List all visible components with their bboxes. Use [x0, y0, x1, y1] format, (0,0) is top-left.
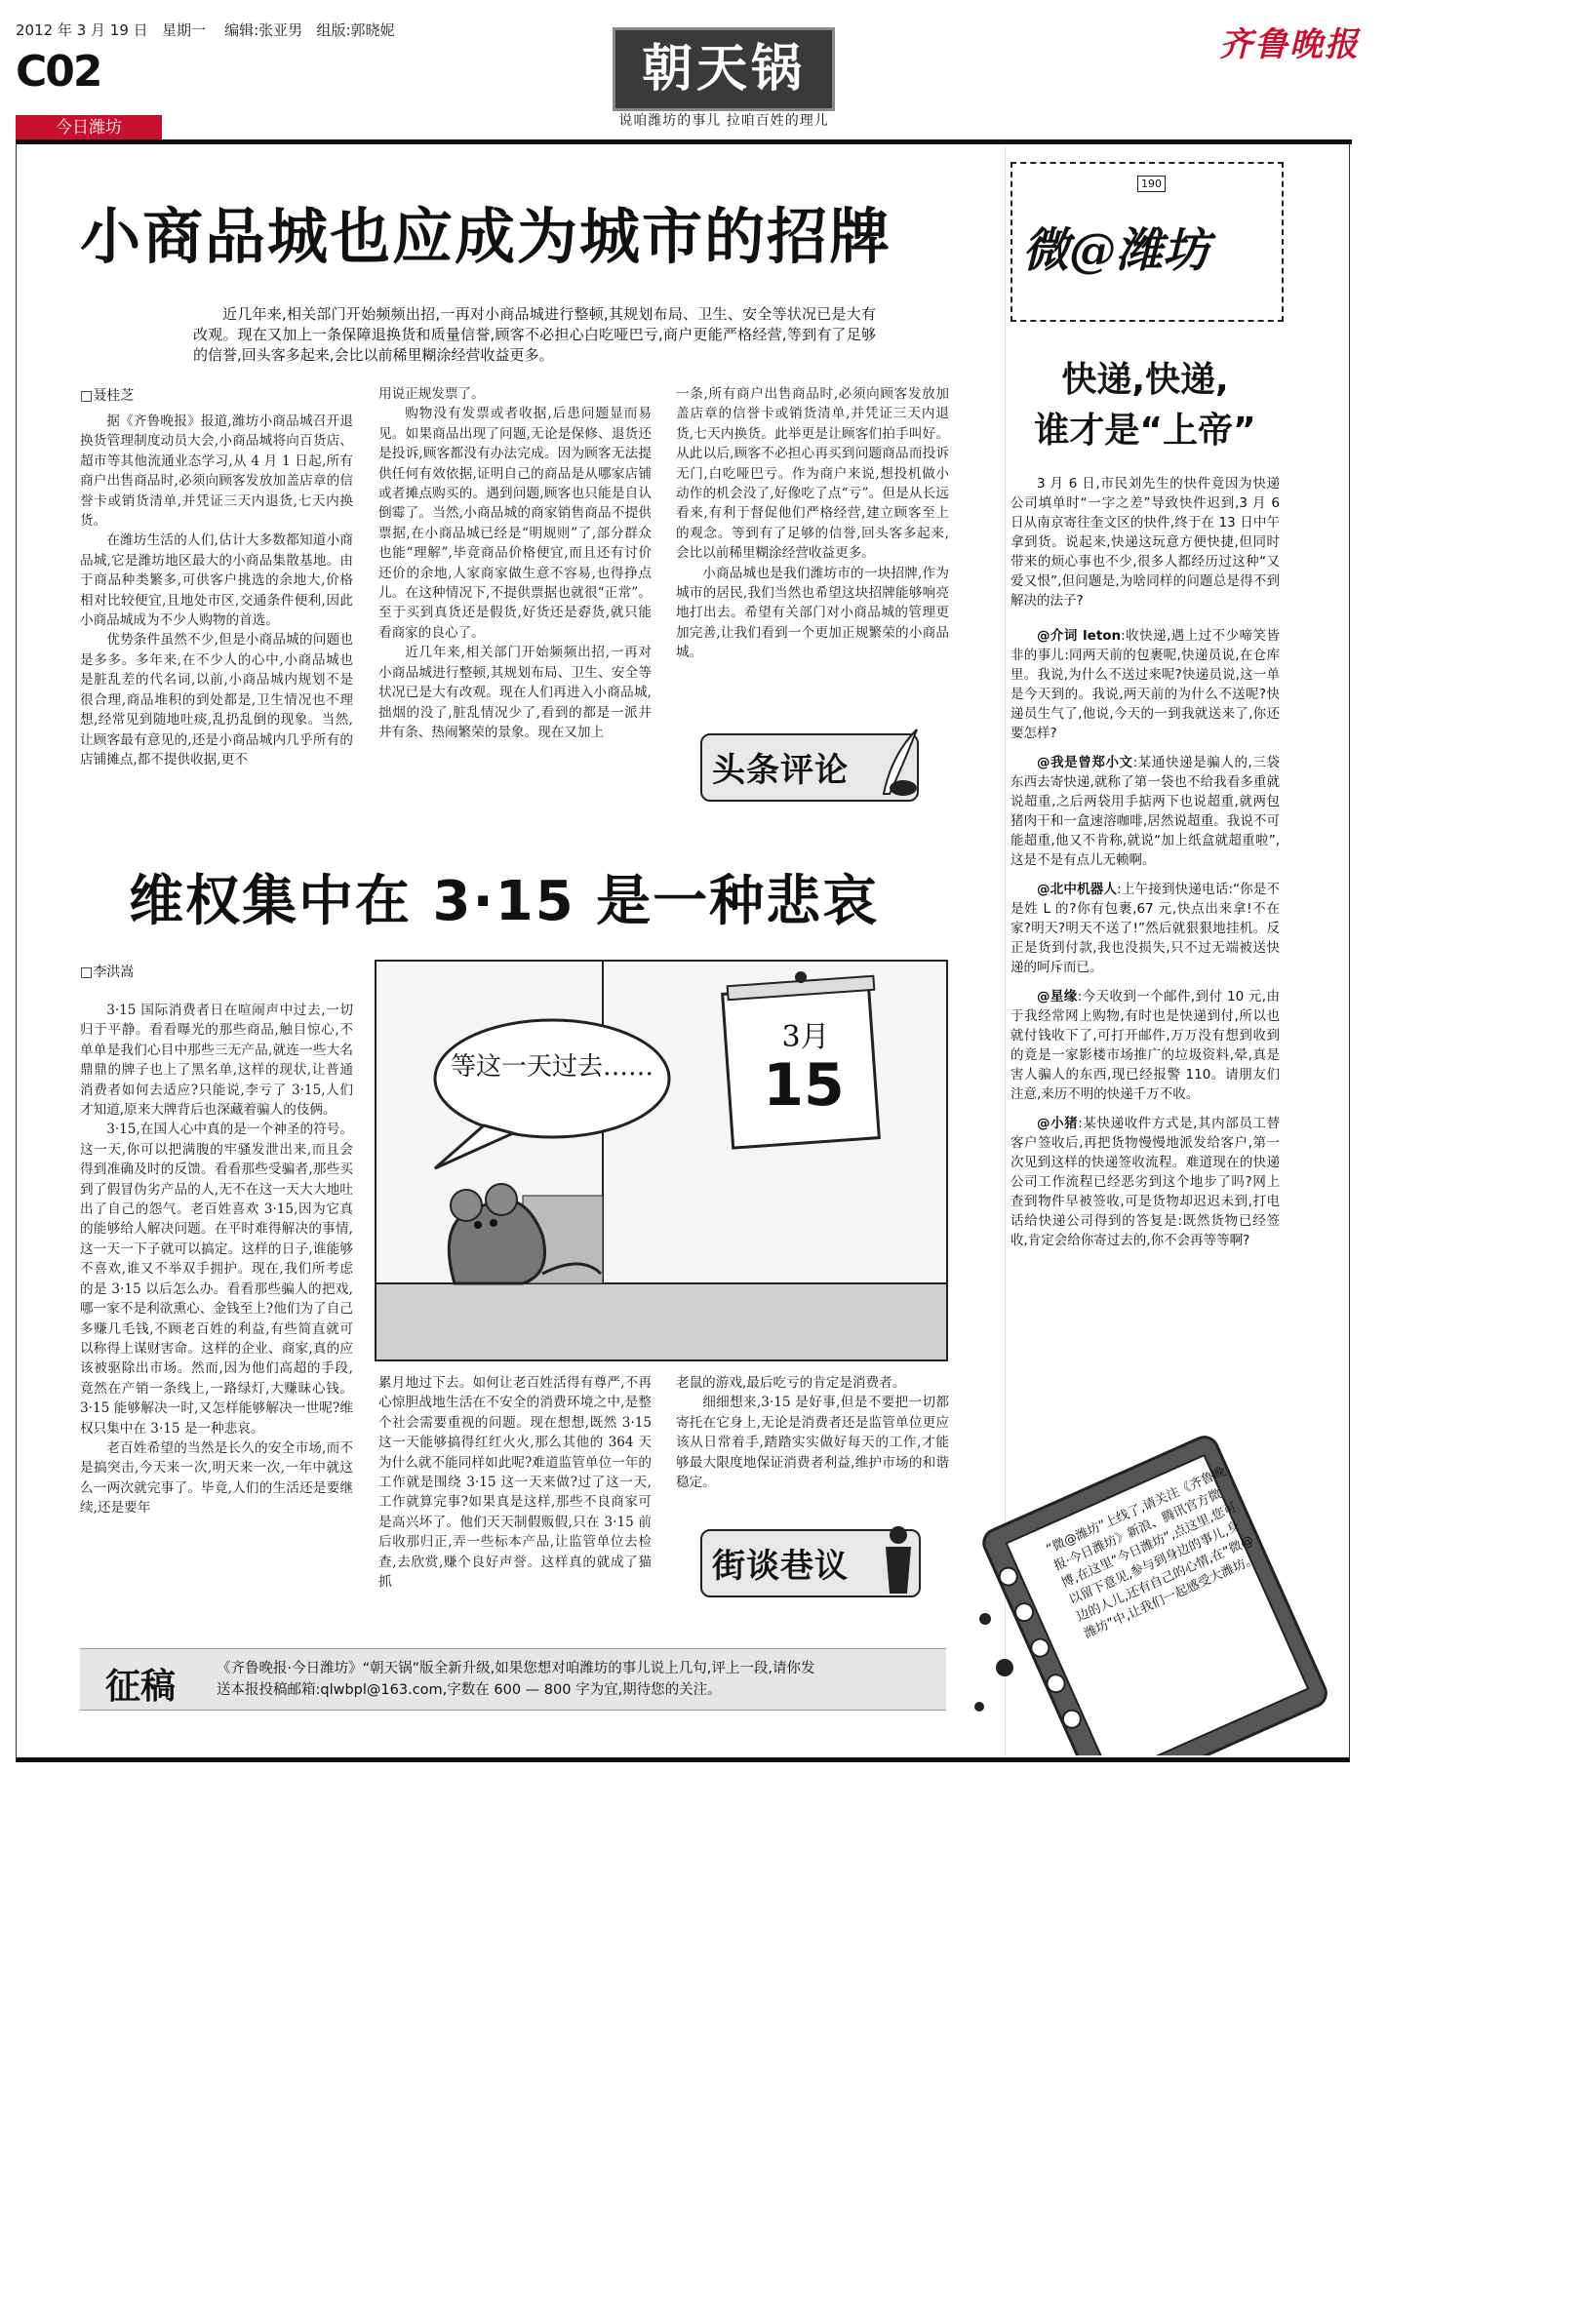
paragraph: 3·15,在国人心中真的是一个神圣的符号。这一天,你可以把满腹的牢骚发泄出来,而且会得到准确及时的反馈。看看那些受骗者,那些买到了假冒伪劣产品的人,无不在这一天大大地吐出了自己的怨气。老百姓喜欢 3·15,因为它真的能够给人解决问题。在平时难得解决的事情,这一天一下子就可以搞定。这样的日子,谁能够不喜欢,谁又不举双手拥护。现在,我们所考虑的是 3·15 以后怎么办。看看那些骗人的把戏,哪一家不是利欲熏心、金钱至上?他们为了自己多赚几毛钱,不顾老百姓的利益,有些简直就可以称得上谋财害命。这样的企业、商家,真的应该被驱除出市场。然而,因为他们高超的手段,竟然在产销一条线上,一路绿灯,大赚昧心钱。3·15 能够解决一时,又怎样能够解决一世呢?维权只集中在 3·15 是一种悲哀。	[80, 1122, 353, 1437]
sidebar-title	[1010, 355, 1280, 456]
weibo-logo-number: 190	[1137, 176, 1166, 192]
call-for-submissions	[80, 1648, 946, 1711]
cartoon-illustration	[375, 960, 948, 1361]
calendar-day: 15	[763, 1051, 845, 1120]
article2-column-3	[676, 1373, 949, 1492]
post-text: :今天收到一个邮件,到付 10 元,由于我经常网上购物,有时也是快递到付,所以也就付钱收下了,可打开邮件,万万没有想到收到的竟是一家影楼市场推广的垃圾资料,晕,真是害人骗人的东西,现已经报警 110。请朋友们注意,来历不明的快递千万不收。	[1010, 989, 1280, 1102]
weibo-post	[1010, 626, 1280, 743]
article1-lead: 近几年来,相关部门开始频频出招,一再对小商品城进行整顿,其规划布局、卫生、安全等状况已是大有改观。现在又加上一条保障退换货和质量信誉,顾客不必担心白吃哑巴亏,商户更能严格经营,等到有了足够的信誉,回头客多起来,会比以前稀里糊涂经营收益更多。	[193, 305, 876, 364]
article1-column-1	[80, 412, 353, 769]
article1-byline: □聂桂芝	[80, 388, 135, 404]
paragraph: 近几年来,相关部门开始频频出招,一再对小商品城进行整顿,其规划布局、卫生、安全等状况已是大有改观。现在人们再进入小商品城,拙烟的没了,脏乱情况少了,看到的都是一派井井有条、热闹繁荣的景象。现在又加上	[378, 645, 652, 740]
designer-credit: 组版:郭晓妮	[316, 21, 395, 39]
paper-logo: 齐鲁晚报	[1219, 25, 1360, 64]
article1-column-2	[378, 384, 652, 742]
call-text-line-1: 《齐鲁晚报·今日潍坊》“朝天锅”版全新升级,如果您想对咱潍坊的事儿说上几句,评上一段,请你发	[217, 1661, 815, 1676]
post-text: :某通快递是骗人的,三袋东西去寄快递,就称了第一袋也不给我看多重就说超重,之后两袋用手掂两下也说超重,就两包猪肉干和一盒速溶咖啡,居然说超重。我说不可能超重,他又不肯称,就说“加上纸盒就超重啦”,这是不是有点儿无赖啊。	[1010, 755, 1281, 868]
post-user: @我是曾郑小文	[1037, 755, 1133, 770]
weibo-post	[1010, 1114, 1280, 1250]
paragraph: 一条,所有商户出售商品时,必须向顾客发放加盖店章的信誉卡或销货清单,并凭证三天内退货,七天内换货。此举更是让顾客们拍手叫好。从此以后,顾客不必担心再买到问题商品而投诉无门,白吃哑巴亏。作为商户来说,想投机做小动作的机会没了,好像吃了点“亏”。但是从长远看来,有利于督促他们严格经营,建立顾客至上的观念。等到有了足够的信誉,回头客多起来,会比以前稀里糊涂经营收益更多。	[676, 386, 949, 562]
article2-title: 维权集中在 3·15 是一种悲哀	[129, 870, 880, 933]
post-user: @小猪	[1037, 1116, 1079, 1131]
weibo-logo-box	[1010, 162, 1284, 322]
weibo-post	[1010, 987, 1280, 1104]
post-text: :上午接到快递电话:“你是不是姓 L 的?你有包裹,67 元,快点出来拿!不在家?明天?明天不送了!”然后就狠狠地挂机。反正是货到付款,我也没损失,只不过无端被送快递的呵斥而已。	[1010, 882, 1281, 975]
sidebar-title-line-1: 快递,快递,	[1061, 360, 1229, 400]
paragraph: 细细想来,3·15 是好事,但是不要把一切都寄托在它身上,无论是消费者还是监管单位更应该从日常着手,踏踏实实做好每天的工作,才能够最大限度地保证消费者利益,维护市场的和谐稳定。	[676, 1395, 949, 1491]
paragraph: 用说正规发票了。	[378, 386, 485, 402]
paragraph: 优势条件虽然不少,但是小商品城的问题也是多多。多年来,在不少人的心中,小商品城也是脏乱差的代名词,以前,小商品城内规划不是很合理,商品堆积的到处都是,卫生情况也不理想,经常见到随地吐痰,乱扔乱倒的现象。当然,让顾客最有意见的,还是小商品城内几乎所有的店铺摊点,都不提供收据,更不	[80, 632, 353, 768]
article1-column-3	[676, 384, 949, 663]
calendar-month: 3月	[781, 1020, 830, 1054]
paragraph: 老百姓希望的当然是长久的安全市场,而不是搞突击,今天来一次,明天来一次,一年中就这么一两次就完事了。毕竟,人们的生活还是要继续,还是要年	[80, 1439, 353, 1517]
sidebar-title-line-2: 谁才是“上帝”	[1034, 411, 1256, 451]
person-silhouette-icon	[876, 1523, 921, 1597]
call-label: 征稿	[105, 1667, 177, 1707]
header-meta	[16, 20, 395, 40]
notebook-illustration	[956, 1434, 1346, 1755]
paragraph: 购物没有发票或者收据,后患问题显而易见。如果商品出现了问题,无论是保修、退货还是投诉,顾客都没有办法完成。因为顾客无法提供任何有效依据,证明自己的商品是从哪家店铺或者摊点购买的。遇到问题,顾客也只能是自认倒霉了。当然,小商品城的商家销售商品不提供票据,在小商品城已经是“明规则”了,部分群众也能“理解”,毕竟商品价格便宜,而且还有讨价还价的余地,人家商家做生意不容易,也得挣点儿。在这种情况下,不提供票据也就很“正常”。至于买到真货还是假货,好货还是孬货,就只能看商家的良心了。	[378, 406, 652, 641]
post-user: @星缘	[1037, 989, 1078, 1004]
speech-bubble-text: 等这一天过去……	[450, 1052, 654, 1082]
sidebar-intro: 3 月 6 日,市民刘先生的快件竟因为快递公司填单时“一字之差”导致快件迟到,3 月 6 日从南京寄往奎文区的快件,终于在 13 日中午拿到货。说起来,快递这玩意方便快捷,但同时带来的烦心事也不少,很多人都经历过这种“又爱又恨”,但问题是,为啥同样的问题总是得不到解决的法子?	[1010, 476, 1280, 609]
paragraph: 3·15 国际消费者日在喧闹声中过去,一切归于平静。看看曝光的那些商品,触目惊心,不单单是我们心目中那些三无产品,就连一些大名鼎鼎的牌子也上了黑名单,这样的现状,让普通消费者如何去适应?只能说,李亏了 3·15,人们才知道,原来大牌背后也深藏着骗人的伎俩。	[80, 1003, 353, 1119]
headline-comment-badge	[700, 726, 925, 804]
article2-byline: □李洪嵩	[80, 965, 135, 980]
article2-column-2	[378, 1373, 652, 1592]
article2-column-1	[80, 1001, 353, 1518]
section-label: 今日潍坊	[16, 115, 162, 140]
badge-label: 街谈巷议	[712, 1547, 849, 1586]
notebook-text: “微@潍坊”上线了,请关注《齐鲁晚报·今日潍坊》新浪、腾讯官方微博,在这里“今日潍坊”,点这里,您可以留下意见,参与到身边的事儿,身边的人儿,还有自己的心情,在“微@潍坊”中,让我们一起感受大潍坊。	[1044, 1464, 1260, 1642]
post-user: @介词 leton	[1037, 628, 1122, 644]
editor-credit: 编辑:张亚男	[224, 21, 303, 39]
weibo-post	[1010, 880, 1280, 977]
weibo-logo-text: 微@潍坊	[1022, 223, 1210, 278]
page-number: C02	[16, 47, 101, 97]
issue-weekday: 星期一	[161, 21, 206, 39]
issue-date: 2012 年 3 月 19 日	[16, 21, 148, 39]
weibo-post	[1010, 753, 1280, 870]
paragraph: 累月地过下去。如何让老百姓活得有尊严,不再心惊胆战地生活在不安全的消费环境之中,是整个社会需要重视的问题。现在想想,既然 3·15 这一天能够搞得红红火火,那么其他的 364 天为什么就不能同样如此呢?难道监管单位一年的工作就是围绕 3·15 这一天来做?过了这一天,工作就算完事?如果真是这样,那些不良商家可是高兴坏了。他们天天制假贩假,只在 3·15 前后收那归正,弄一些标本产品,让监管单位去检查,去欣赏,赚个良好声誉。这样真的就成了猫抓	[378, 1375, 652, 1591]
column-slogan: 说咱潍坊的事儿 拉咱百姓的理儿	[618, 113, 829, 129]
call-text-line-2: 送本报投稿邮箱:qlwbpl@163.com,字数在 600 — 800 字为宜,期待您的关注。	[217, 1682, 722, 1698]
post-user: @北中机器人	[1037, 882, 1118, 897]
street-talk-badge	[700, 1523, 925, 1601]
sidebar-body	[1010, 474, 1280, 1260]
paragraph: 小商品城也是我们潍坊市的一块招牌,作为城市的居民,我们当然也希望这块招牌能够响亮地打出去。希望有关部门对小商品城的管理更加完善,让我们看到一个更加正规繁荣的小商品城。	[676, 565, 949, 661]
column-nameplate: 朝天锅	[613, 27, 835, 111]
post-text: :收快递,遇上过不少啼笑皆非的事儿:同两天前的包裹呢,快递员说,在仓库里。我说,为什么不送过来呢?快递员说,这一单是今天到的。我说,两天前的为什么不送呢?快递员生气了,他说,今天的一到我就送来了,你还要怎样?	[1010, 628, 1280, 741]
post-text: :某快递收件方式是,其内部员工替客户签收后,再把货物慢慢地派发给客户,第一次见到这样的快递签收流程。难道现在的快递公司工作流程已经恶劣到这个地步了吗?网上查到物件早被签收,可是货物却迟迟未到,打电话给快递公司得到的答复是:既然货物已经签收,肯定会给你寄过去的,你不会再等等啊?	[1010, 1116, 1281, 1248]
paragraph: 老鼠的游戏,最后吃亏的肯定是消费者。	[676, 1375, 906, 1391]
paragraph: 在潍坊生活的人们,估计大多数都知道小商品城,它是潍坊地区最大的小商品集散基地。由于商品种类繁多,可供客户挑选的余地大,价格相对比较便宜,且地处市区,交通条件便利,因此小商品城成为不少人购物的首选。	[80, 532, 353, 629]
cartoon-drawing	[376, 962, 946, 1359]
quill-ink-icon	[874, 726, 923, 800]
paragraph: 据《齐鲁晚报》报道,潍坊小商品城召开退换货管理制度动员大会,小商品城将向百货店、超市等其他流通业态学习,从 4 月 1 日起,所有商户出售商品时,必须向顾客发放加盖店章的信誉卡或销货清单,并凭证三天内退货,七天内换货。	[80, 414, 353, 530]
article1-title: 小商品城也应成为城市的招牌	[80, 201, 892, 272]
badge-label: 头条评论	[712, 751, 849, 790]
